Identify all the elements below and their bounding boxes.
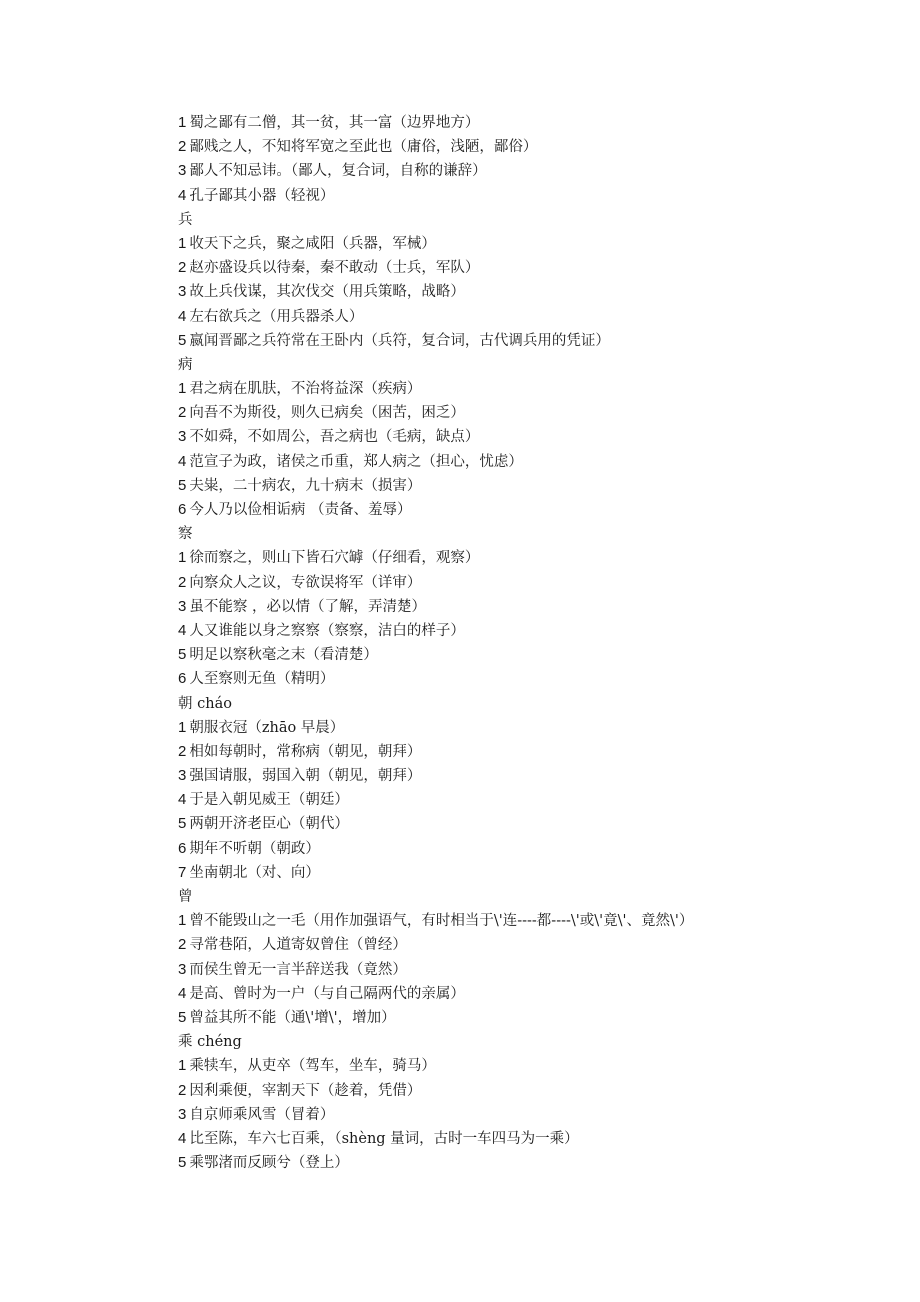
document-body bbox=[178, 111, 898, 1175]
character-heading bbox=[178, 1030, 898, 1054]
entry-number: 6 bbox=[178, 501, 187, 518]
entry-text: 坐南朝北（对、向） bbox=[189, 864, 320, 881]
entry-text: 于是入朝见威王（朝廷） bbox=[189, 792, 349, 809]
example-entry bbox=[178, 958, 898, 982]
entry-text: 曾不能毁山之一毛（用作加强语气，有时相当于\'连----都----\'或\'竟\'、竟然\'） bbox=[189, 913, 694, 930]
example-entry bbox=[178, 111, 898, 135]
entry-number: 5 bbox=[178, 646, 187, 664]
entry-text: 不如舜，不如周公，吾之病也（毛病，缺点） bbox=[189, 429, 480, 446]
heading-text: 曾 bbox=[178, 889, 193, 905]
entry-number: 5 bbox=[178, 1008, 187, 1026]
example-entry bbox=[178, 571, 898, 595]
entry-number: 1 bbox=[178, 718, 187, 736]
entry-number: 1 bbox=[178, 234, 187, 252]
entry-text: 两朝开济老臣心（朝代） bbox=[189, 816, 349, 833]
entry-number: 5 bbox=[178, 815, 187, 833]
entry-text: 强国请服，弱国入朝（朝见，朝拜） bbox=[189, 768, 422, 785]
example-entry bbox=[178, 546, 898, 570]
entry-text: 孔子鄙其小器（轻视） bbox=[189, 187, 335, 204]
example-entry bbox=[178, 425, 898, 449]
entry-number: 3 bbox=[178, 162, 187, 180]
entry-number: 4 bbox=[178, 791, 187, 809]
entry-number: 4 bbox=[178, 621, 187, 639]
entry-number: 4 bbox=[178, 307, 187, 325]
entry-number: 5 bbox=[178, 476, 187, 494]
entry-number: 2 bbox=[178, 742, 187, 760]
entry-text: 范宣子为政，诸侯之币重，郑人病之（担心，忧虑） bbox=[189, 453, 523, 470]
character-heading bbox=[178, 522, 898, 546]
example-entry bbox=[178, 595, 898, 619]
entry-number: 1 bbox=[178, 912, 187, 930]
example-entry bbox=[178, 256, 898, 280]
entry-text: 今人乃以俭相诟病 （责备、羞辱） bbox=[189, 502, 412, 518]
example-entry bbox=[178, 1006, 898, 1030]
entry-text: 故上兵伐谋，其次伐交（用兵策略，战略） bbox=[189, 284, 465, 301]
example-entry bbox=[178, 764, 898, 788]
entry-text: 人又谁能以身之察察（察察，洁白的样子） bbox=[189, 622, 465, 639]
example-entry bbox=[178, 933, 898, 957]
entry-text: 赵亦盛设兵以待秦，秦不敢动（士兵，军队） bbox=[189, 260, 480, 277]
entry-number: 7 bbox=[178, 863, 187, 881]
entry-number: 1 bbox=[178, 114, 187, 131]
character-heading bbox=[178, 692, 898, 716]
example-entry bbox=[178, 280, 898, 304]
example-entry bbox=[178, 498, 898, 522]
entry-number: 3 bbox=[178, 767, 187, 785]
entry-number: 2 bbox=[178, 138, 187, 156]
example-entry bbox=[178, 812, 898, 836]
heading-text: 兵 bbox=[178, 211, 193, 228]
entry-number: 3 bbox=[178, 960, 187, 978]
example-entry bbox=[178, 1079, 898, 1103]
example-entry bbox=[178, 982, 898, 1006]
entry-text: 明足以察秋毫之末（看清楚） bbox=[189, 647, 378, 664]
example-entry bbox=[178, 450, 898, 474]
example-entry bbox=[178, 401, 898, 425]
example-entry bbox=[178, 619, 898, 643]
entry-text: 向吾不为斯役，则久已病矣（困苦，困乏） bbox=[189, 405, 465, 422]
entry-text: 自京师乘风雪（冒着） bbox=[189, 1106, 335, 1123]
entry-number: 3 bbox=[178, 283, 187, 301]
example-entry bbox=[178, 643, 898, 667]
example-entry bbox=[178, 232, 898, 256]
entry-text: 因利乘便，宰割天下（趁着，凭借） bbox=[189, 1082, 422, 1099]
entry-number: 2 bbox=[178, 404, 187, 422]
entry-text: 朝服衣冠（zhāo 早晨） bbox=[189, 719, 345, 736]
entry-text: 蜀之鄙有二僧，其一贫，其一富（边界地方） bbox=[189, 115, 480, 131]
entry-number: 6 bbox=[178, 670, 187, 688]
entry-number: 2 bbox=[178, 259, 187, 277]
example-entry bbox=[178, 135, 898, 159]
character-heading bbox=[178, 885, 898, 909]
example-entry bbox=[178, 474, 898, 498]
entry-number: 1 bbox=[178, 1057, 187, 1075]
entry-number: 2 bbox=[178, 1081, 187, 1099]
heading-text: 察 bbox=[178, 526, 193, 543]
entry-text: 嬴闻晋鄙之兵符常在王卧内（兵符，复合词，古代调兵用的凭证） bbox=[189, 332, 610, 349]
entry-number: 4 bbox=[178, 452, 187, 470]
entry-number: 3 bbox=[178, 597, 187, 615]
entry-number: 3 bbox=[178, 1105, 187, 1123]
heading-text: 病 bbox=[178, 356, 193, 373]
entry-number: 2 bbox=[178, 936, 187, 954]
entry-number: 1 bbox=[178, 549, 187, 567]
example-entry bbox=[178, 909, 898, 933]
entry-text: 向察众人之议，专欲误将军（详审） bbox=[189, 574, 422, 591]
entry-text: 收天下之兵，聚之咸阳（兵器，军械） bbox=[189, 235, 436, 252]
entry-text: 寻常巷陌，人道寄奴曾住（曾经） bbox=[189, 937, 407, 954]
entry-text: 徐而察之，则山下皆石穴罅（仔细看，观察） bbox=[189, 550, 480, 567]
example-entry bbox=[178, 667, 898, 691]
example-entry bbox=[178, 377, 898, 401]
entry-text: 乘犊车，从吏卒（驾车，坐车，骑马） bbox=[189, 1058, 436, 1075]
example-entry bbox=[178, 1151, 898, 1175]
entry-text: 是高、曾时为一户（与自己隔两代的亲属） bbox=[189, 985, 465, 1002]
entry-text: 君之病在肌肤，不治将益深（疾病） bbox=[189, 381, 422, 398]
entry-text: 夫粜，二十病农，九十病末（损害） bbox=[189, 477, 422, 494]
entry-number: 1 bbox=[178, 380, 187, 398]
character-heading bbox=[178, 208, 898, 232]
heading-text: 朝 cháo bbox=[178, 695, 232, 712]
entry-text: 左右欲兵之（用兵器杀人） bbox=[189, 308, 364, 325]
entry-number: 4 bbox=[178, 1129, 187, 1147]
entry-text: 人至察则无鱼（精明） bbox=[189, 671, 335, 688]
entry-number: 5 bbox=[178, 1154, 187, 1172]
example-entry bbox=[178, 1103, 898, 1127]
example-entry bbox=[178, 740, 898, 764]
entry-text: 乘鄂渚而反顾兮（登上） bbox=[189, 1155, 349, 1172]
example-entry bbox=[178, 159, 898, 183]
entry-text: 而侯生曾无一言半辞送我（竟然） bbox=[189, 961, 407, 978]
example-entry bbox=[178, 1127, 898, 1151]
entry-number: 6 bbox=[178, 839, 187, 857]
example-entry bbox=[178, 788, 898, 812]
entry-number: 4 bbox=[178, 186, 187, 204]
entry-number: 3 bbox=[178, 428, 187, 446]
example-entry bbox=[178, 716, 898, 740]
example-entry bbox=[178, 1054, 898, 1078]
character-heading bbox=[178, 353, 898, 377]
example-entry bbox=[178, 184, 898, 208]
entry-text: 期年不听朝（朝政） bbox=[189, 840, 320, 857]
example-entry bbox=[178, 861, 898, 885]
entry-text: 虽不能察 ，必以情（了解，弄清楚） bbox=[189, 598, 426, 615]
example-entry bbox=[178, 305, 898, 329]
entry-number: 5 bbox=[178, 331, 187, 349]
entry-text: 鄙贱之人，不知将军宽之至此也（庸俗，浅陋，鄙俗） bbox=[189, 139, 538, 156]
example-entry bbox=[178, 837, 898, 861]
heading-text: 乘 chéng bbox=[178, 1034, 242, 1051]
entry-text: 鄙人不知忌讳。（鄙人，复合词，自称的谦辞） bbox=[189, 163, 487, 180]
entry-number: 2 bbox=[178, 573, 187, 591]
entry-text: 比至陈，车六七百乘，（shèng 量词，古时一车四马为一乘） bbox=[189, 1130, 579, 1147]
entry-text: 相如每朝时，常称病（朝见，朝拜） bbox=[189, 743, 422, 760]
entry-number: 4 bbox=[178, 984, 187, 1002]
entry-text: 曾益其所不能（通\'增\'，增加） bbox=[189, 1009, 396, 1026]
example-entry bbox=[178, 329, 898, 353]
